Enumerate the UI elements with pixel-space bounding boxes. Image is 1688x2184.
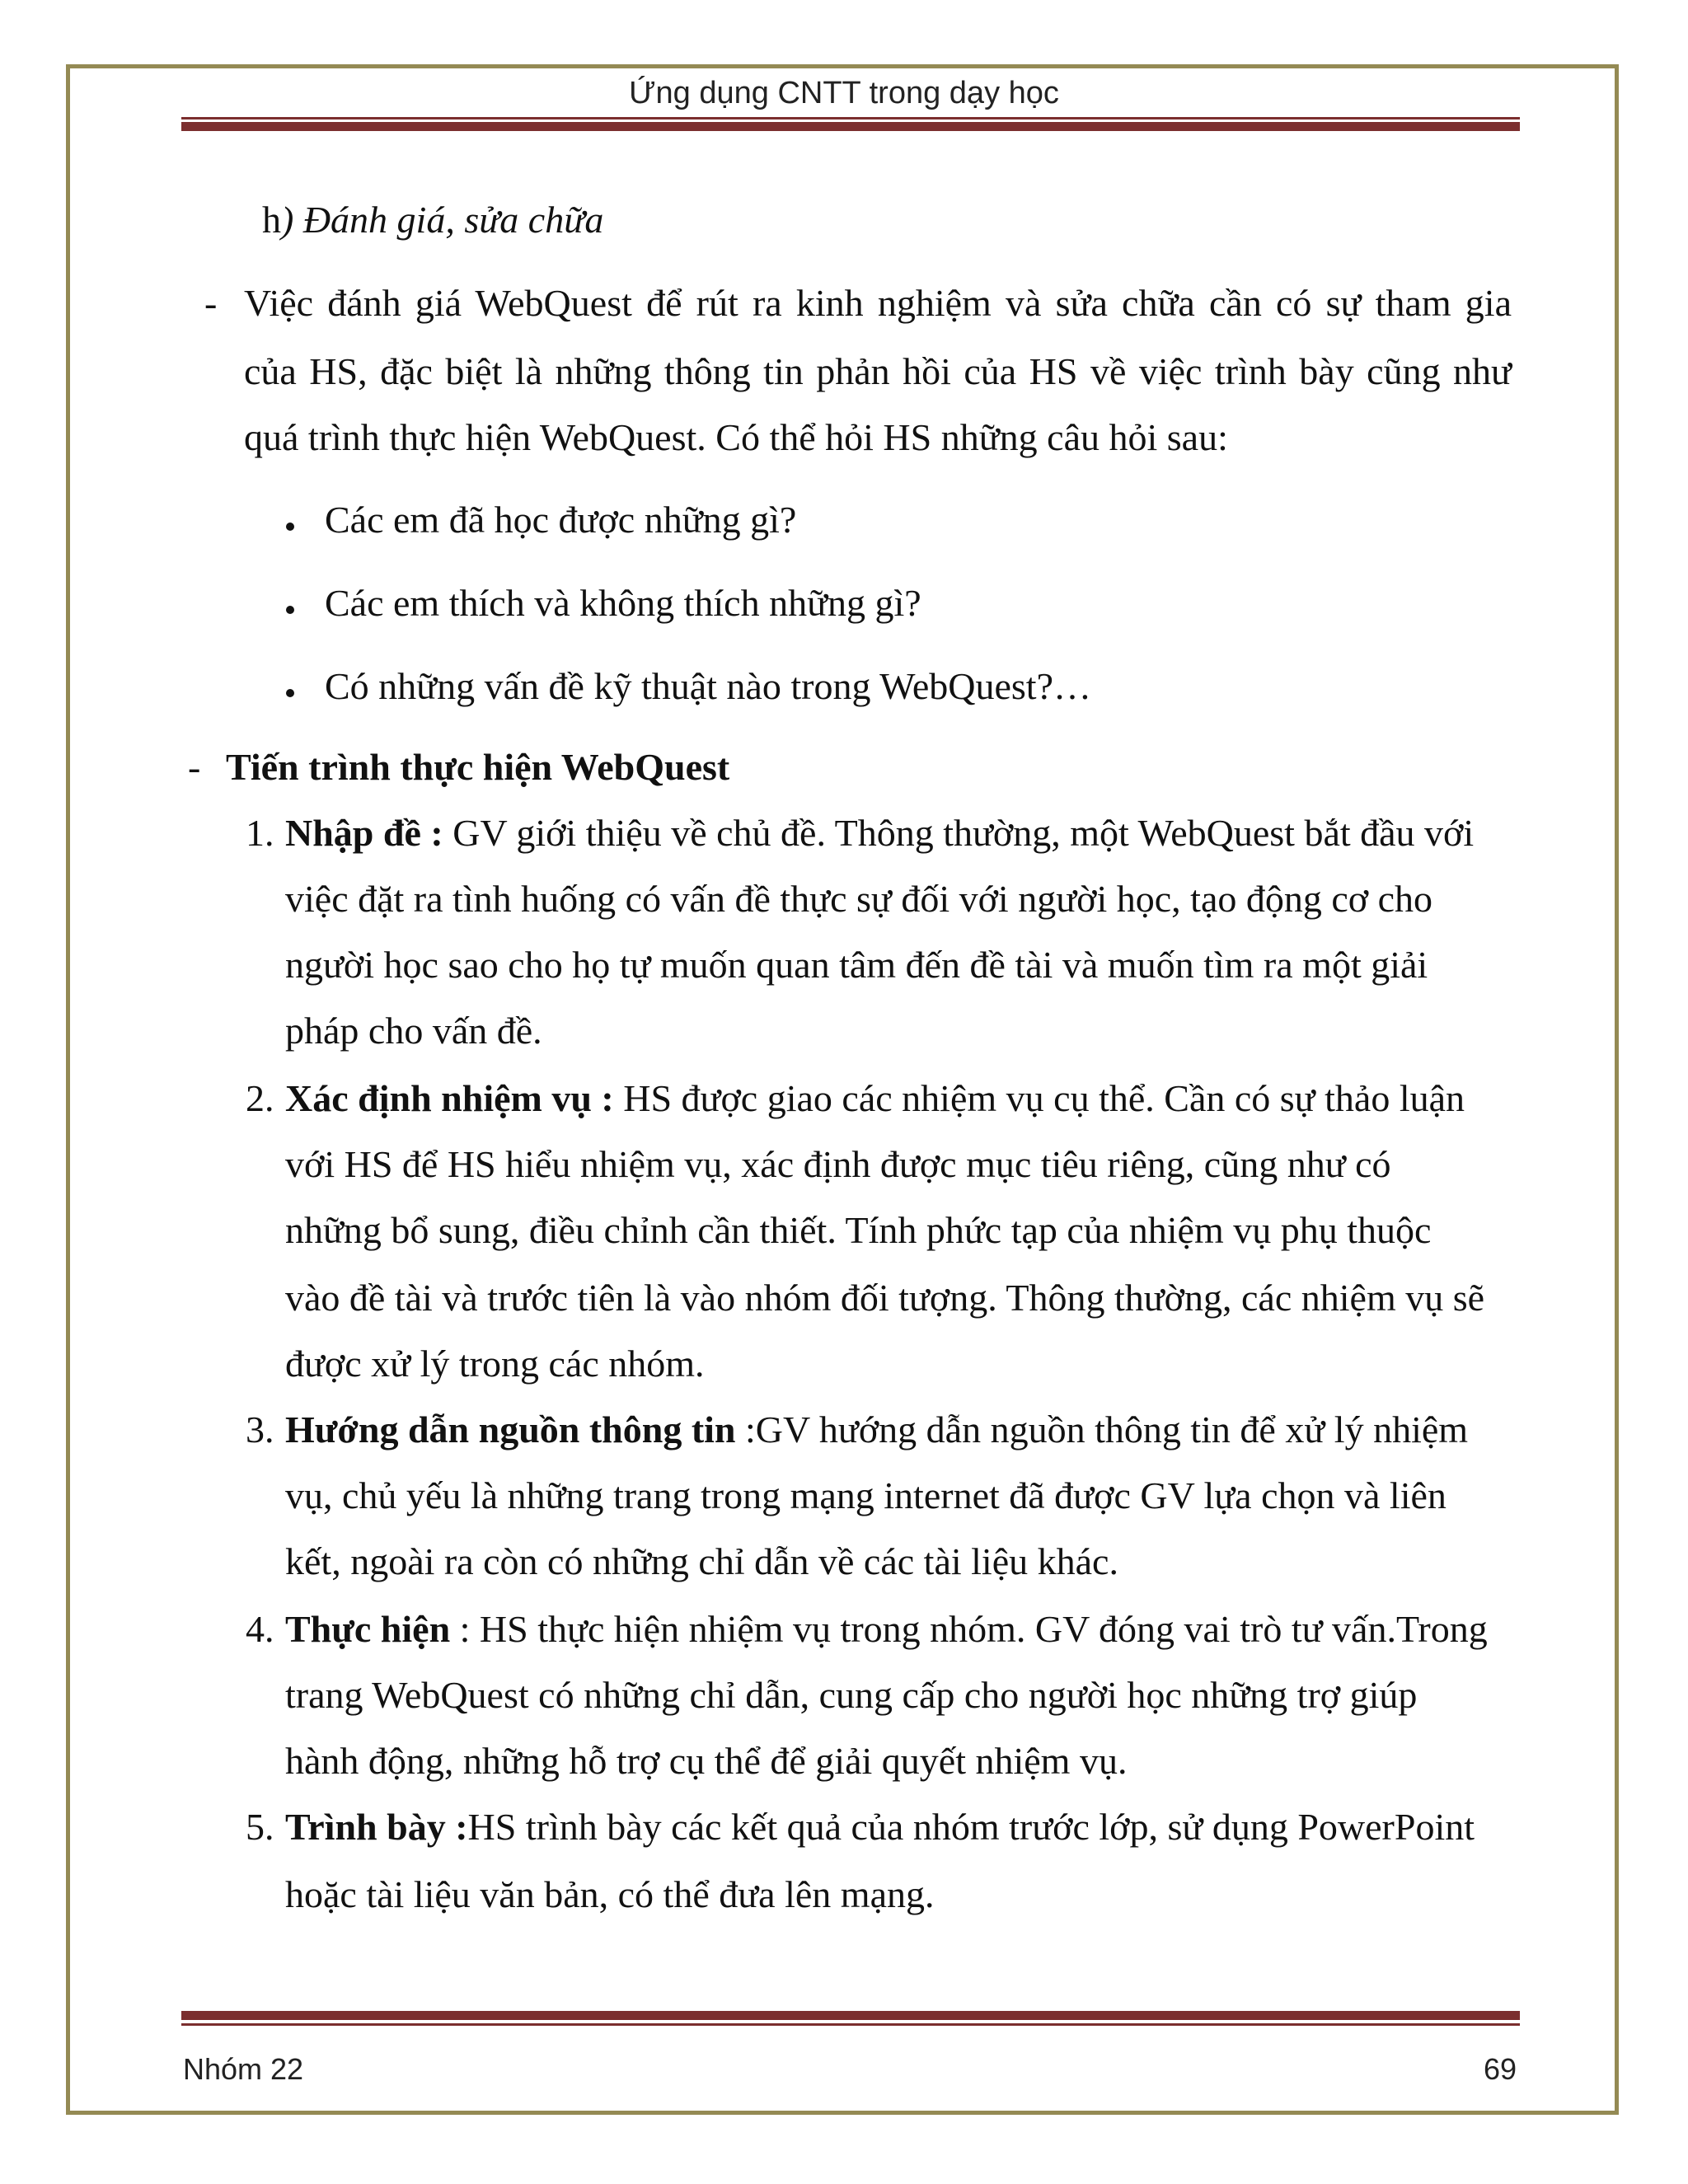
step-4-first-line xyxy=(285,1610,1488,1648)
step-line: người học sao cho họ tự muốn quan tâm đến đề tài và muốn tìm ra một giải xyxy=(285,944,1428,986)
step-line: vào đề tài và trước tiên là vào nhóm đối tượng. Thông thường, các nhiệm vụ sẽ xyxy=(285,1277,1485,1319)
page-header-title: Ứng dụng CNTT trong dạy học xyxy=(629,76,1059,110)
process-dash: - xyxy=(188,746,201,788)
evaluation-dash: - xyxy=(204,282,218,324)
step-line: việc đặt ra tình huống có vấn đề thực sự đối với người học, tạo động cơ cho xyxy=(285,878,1433,920)
step-line: được xử lý trong các nhóm. xyxy=(285,1343,705,1385)
step-line: với HS để HS hiểu nhiệm vụ, xác định được mục tiêu riêng, cũng như có xyxy=(285,1143,1391,1185)
step-title: Thực hiện xyxy=(285,1608,451,1650)
step-title: Hướng dẫn nguồn thông tin xyxy=(285,1408,736,1451)
step-1-first-line xyxy=(285,814,1474,852)
process-heading: Tiến trình thực hiện WebQuest xyxy=(226,746,730,788)
step-text: :GV hướng dẫn nguồn thông tin để xử lý nhiệm xyxy=(735,1408,1469,1451)
step-number: 3. xyxy=(246,1408,274,1451)
step-line: hoặc tài liệu văn bản, có thể đưa lên mạng. xyxy=(285,1873,935,1915)
step-line: trang WebQuest có những chỉ dẫn, cung cấp cho người học những trợ giúp xyxy=(285,1674,1418,1716)
step-line: những bổ sung, điều chỉnh cần thiết. Tính phức tạp của nhiệm vụ phụ thuộc xyxy=(285,1209,1432,1251)
question-item: Các em thích và không thích những gì? xyxy=(325,582,921,624)
bullet-icon xyxy=(286,523,294,531)
step-text: GV giới thiệu về chủ đề. Thông thường, một WebQuest bắt đầu với xyxy=(443,812,1475,854)
section-marker: h xyxy=(262,199,281,241)
step-5-first-line xyxy=(285,1808,1475,1846)
step-line: kết, ngoài ra còn có những chỉ dẫn về các tài liệu khác. xyxy=(285,1540,1118,1582)
footer-rule-thick xyxy=(181,2011,1520,2020)
evaluation-line: của HS, đặc biệt là những thông tin phản hồi của HS về việc trình bày cũng như xyxy=(244,350,1512,392)
step-text: HS được giao các nhiệm vụ cụ thể. Cần có sự thảo luận xyxy=(613,1077,1465,1119)
step-number: 4. xyxy=(246,1608,274,1650)
step-line: hành động, những hỗ trợ cụ thể để giải quyết nhiệm vụ. xyxy=(285,1740,1128,1782)
step-number: 5. xyxy=(246,1806,274,1848)
footer-group: Nhóm 22 xyxy=(183,2052,304,2086)
step-title: Nhập đề : xyxy=(285,812,443,854)
footer-rule-thin xyxy=(181,2023,1520,2026)
section-title: ) Đánh giá, sửa chữa xyxy=(281,199,604,241)
bullet-icon xyxy=(286,606,294,614)
step-line: vụ, chủ yếu là những trang trong mạng internet đã được GV lựa chọn và liên xyxy=(285,1474,1447,1516)
section-heading-h xyxy=(262,201,603,239)
question-item: Có những vấn đề kỹ thuật nào trong WebQuest?… xyxy=(325,665,1091,707)
step-line: pháp cho vấn đề. xyxy=(285,1010,542,1052)
evaluation-line: Việc đánh giá WebQuest để rút ra kinh nghiệm và sửa chữa cần có sự tham gia xyxy=(244,282,1512,324)
step-text: HS trình bày các kết quả của nhóm trước lớp, sử dụng PowerPoint xyxy=(467,1806,1475,1848)
step-3-first-line xyxy=(285,1408,1469,1451)
step-text: : HS thực hiện nhiệm vụ trong nhóm. GV đóng vai trò tư vấn.Trong xyxy=(450,1608,1488,1650)
step-number: 2. xyxy=(246,1077,274,1119)
step-title: Trình bày : xyxy=(285,1806,468,1848)
question-item: Các em đã học được những gì? xyxy=(325,499,797,541)
step-title: Xác định nhiệm vụ : xyxy=(285,1077,614,1119)
evaluation-line: quá trình thực hiện WebQuest. Có thể hỏi HS những câu hỏi sau: xyxy=(244,416,1228,458)
step-2-first-line xyxy=(285,1077,1465,1119)
step-number: 1. xyxy=(246,812,274,854)
footer-page-number: 69 xyxy=(1483,2052,1517,2086)
bullet-icon xyxy=(286,689,294,697)
